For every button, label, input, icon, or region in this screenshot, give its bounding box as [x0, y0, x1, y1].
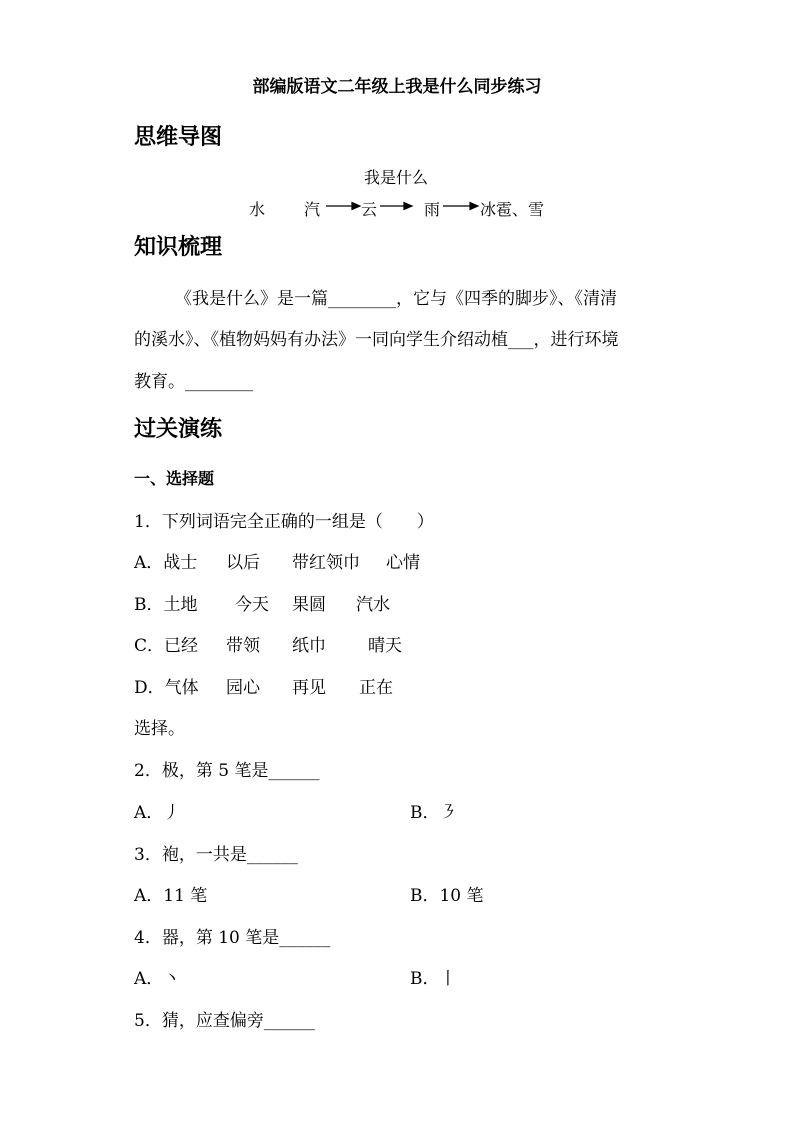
mind-map-node-water: 水: [249, 200, 266, 219]
question-4-stem: 4．器，第 10 笔是______: [134, 928, 331, 948]
option-word: 正在: [359, 678, 393, 698]
option-word: 果圆: [292, 595, 326, 615]
option-word: 以后: [226, 553, 260, 573]
section-heading-mind-map: 思维导图: [134, 125, 223, 150]
option-word: 今天: [235, 595, 269, 615]
mind-map-node-vapor: 汽: [304, 200, 321, 219]
option-word: 带红领巾: [292, 553, 360, 573]
mind-map-node-rain: 雨: [424, 200, 441, 219]
document-title: 部编版语文二年级上我是什么同步练习: [252, 77, 542, 97]
arrow-head: [352, 203, 360, 210]
option-word: C．已经: [134, 636, 199, 656]
question-4-option-b: B．丨: [410, 969, 457, 989]
question-4-option-a: A．丶: [134, 969, 181, 989]
mind-map-arrows: [0, 0, 794, 260]
question-3-option-a: A．11 笔: [134, 886, 208, 906]
option-word: B．土地: [134, 595, 198, 615]
option-word: 再见: [292, 678, 326, 698]
option-word: 园心: [226, 678, 260, 698]
question-1-option-c: [134, 631, 402, 656]
question-1-option-d: [134, 673, 393, 698]
question-1-stem: 1．下列词语完全正确的一组是（ ）: [134, 512, 434, 532]
arrow-head: [404, 203, 412, 210]
question-5-stem: 5．猜，应查偏旁______: [134, 1011, 315, 1031]
arrow-head: [470, 203, 478, 210]
option-word: 晴天: [368, 636, 402, 656]
question-2-option-a: A．丿: [134, 803, 181, 823]
knowledge-line-2: 的溪水》、《植物妈妈有办法》一同向学生介绍动植___，进行环境: [134, 330, 619, 350]
option-word: A．战士: [134, 553, 198, 573]
option-word: 纸巾: [292, 636, 326, 656]
section-heading-knowledge: 知识梳理: [134, 235, 223, 260]
mind-map-root: 我是什么: [364, 168, 429, 187]
option-word: D．气体: [134, 678, 199, 698]
question-2-stem: 2．极，第 5 笔是______: [134, 761, 320, 781]
instruction-choose: 选择。: [134, 719, 185, 739]
question-3-stem: 3．袍，一共是______: [134, 845, 298, 865]
question-3-option-b: B．10 笔: [410, 886, 484, 906]
option-word: 带领: [226, 636, 260, 656]
knowledge-line-3: 教育。________: [134, 372, 253, 392]
question-1-option-b: [134, 590, 390, 615]
option-word: 汽水: [356, 595, 390, 615]
mind-map-node-cloud: 云: [361, 200, 378, 219]
section-heading-practice: 过关演练: [134, 417, 223, 442]
knowledge-line-1: 《我是什么》是一篇________，它与《四季的脚步》、《清清: [175, 289, 617, 309]
subsection-heading-choice: 一、选择题: [134, 469, 215, 488]
question-2-option-b: B．㇋: [410, 803, 457, 823]
mind-map-node-hail-snow: 冰雹、雪: [480, 200, 545, 219]
question-1-option-a: [134, 548, 420, 573]
option-word: 心情: [386, 553, 420, 573]
